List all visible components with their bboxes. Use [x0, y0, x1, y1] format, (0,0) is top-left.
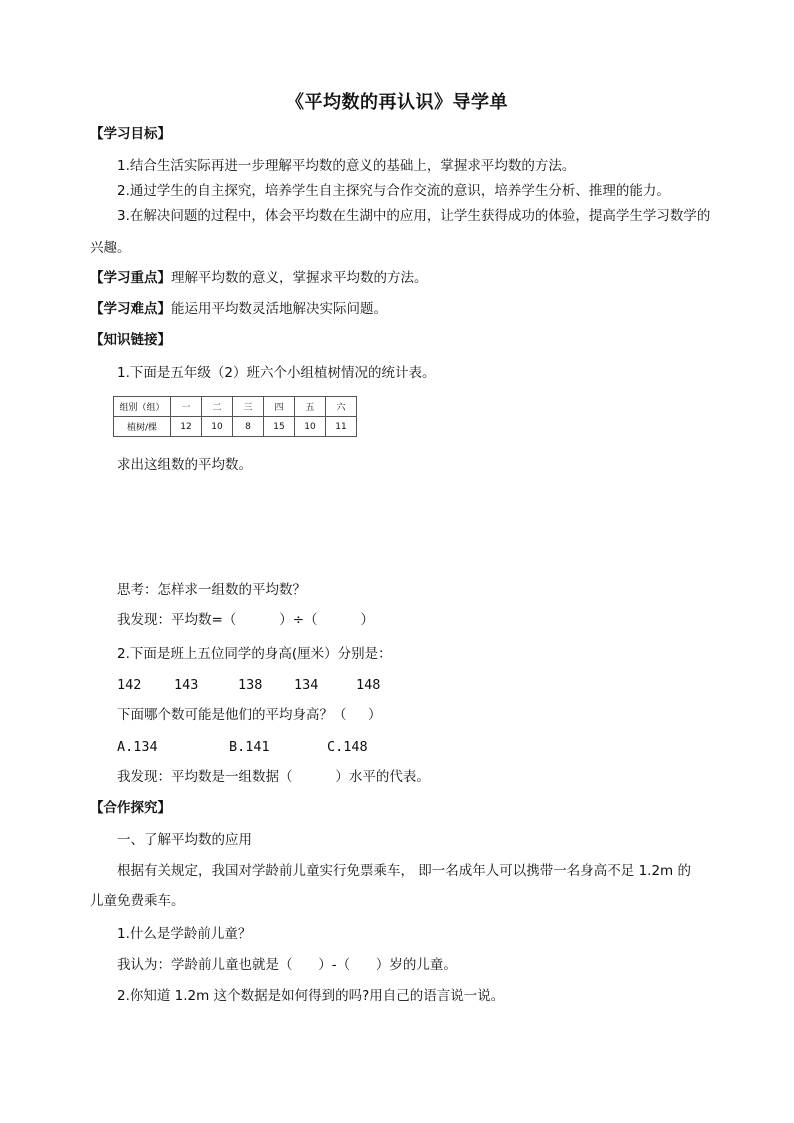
objectives-heading: 【学习目标】 [90, 126, 171, 142]
key-point [90, 269, 428, 287]
discovery-average: 我发现：平均数是一组数据（ ）水平的代表。 [117, 769, 430, 785]
table-cell: 10 [202, 417, 233, 437]
key-point-label: 【学习重点】 [90, 270, 171, 286]
table-cell: 8 [233, 417, 264, 437]
explore-paragraph: 儿童免费乘车。 [90, 893, 185, 909]
explore-heading: 【合作探究】 [90, 800, 171, 816]
objective-item: 3.在解决问题的过程中，体会平均数在生湖中的应用，让学生获得成功的体验，提高学生学习数学的 [117, 208, 711, 224]
explore-q1: 1.什么是学龄前儿童？ [117, 926, 252, 942]
table-cell: 五 [295, 397, 326, 417]
table-cell: 四 [264, 397, 295, 417]
explore-a1: 我认为：学龄前儿童也就是（ ）-（ ）岁的儿童。 [117, 957, 457, 973]
table-header-row [114, 397, 357, 417]
key-point-text: 理解平均数的意义，掌握求平均数的方法。 [171, 270, 428, 286]
discovery-formula: 我发现：平均数=（ ）÷（ ） [117, 612, 374, 628]
table-cell: 三 [233, 397, 264, 417]
difficulty [90, 300, 387, 318]
knowledge-q1: 1.下面是五年级（2）班六个小组植树情况的统计表。 [117, 365, 436, 381]
knowledge-heading: 【知识链接】 [90, 332, 171, 348]
table-cell: 植树/棵 [114, 417, 171, 437]
think-prompt: 思考：怎样求一组数的平均数？ [117, 582, 306, 598]
height-value: 142 [117, 677, 142, 693]
option-a: A.134 [117, 739, 158, 755]
knowledge-q2: 2.下面是班上五位同学的身高(厘米）分别是： [117, 646, 392, 662]
table-cell: 15 [264, 417, 295, 437]
height-value: 134 [294, 677, 319, 693]
knowledge-q1-ask: 求出这组数的平均数。 [117, 457, 252, 473]
table-row [114, 417, 357, 437]
table-cell: 11 [326, 417, 357, 437]
option-b: B.141 [229, 739, 270, 755]
page-title: 《平均数的再认识》导学单 [286, 92, 508, 113]
height-value: 138 [238, 677, 263, 693]
table-cell: 12 [171, 417, 202, 437]
knowledge-q2-ask: 下面哪个数可能是他们的平均身高？（ ） [117, 707, 382, 723]
table-cell: 一 [171, 397, 202, 417]
table-cell: 六 [326, 397, 357, 417]
height-value: 143 [174, 677, 199, 693]
difficulty-text: 能运用平均数灵活地解决实际问题。 [171, 301, 387, 317]
explore-part1: 一、了解平均数的应用 [117, 832, 252, 848]
option-c: C.148 [327, 739, 368, 755]
explore-paragraph: 根据有关规定，我国对学龄前儿童实行免票乘车， 即一名成年人可以携带一名身高不足 1.2m 的 [117, 863, 691, 879]
objective-item: 兴趣。 [90, 240, 131, 256]
tree-planting-table [113, 396, 357, 437]
table-cell: 二 [202, 397, 233, 417]
difficulty-label: 【学习难点】 [90, 301, 171, 317]
table-cell: 组别（组） [114, 397, 171, 417]
objective-item: 2.通过学生的自主探究，培养学生自主探究与合作交流的意识，培养学生分析、推理的能力。 [117, 183, 670, 199]
table-cell: 10 [295, 417, 326, 437]
height-value: 148 [356, 677, 381, 693]
objective-item: 1.结合生活实际再进一步理解平均数的意义的基础上，掌握求平均数的方法。 [117, 158, 576, 174]
explore-q2: 2.你知道 1.2m 这个数据是如何得到的吗?用自己的语言说一说。 [117, 988, 505, 1004]
